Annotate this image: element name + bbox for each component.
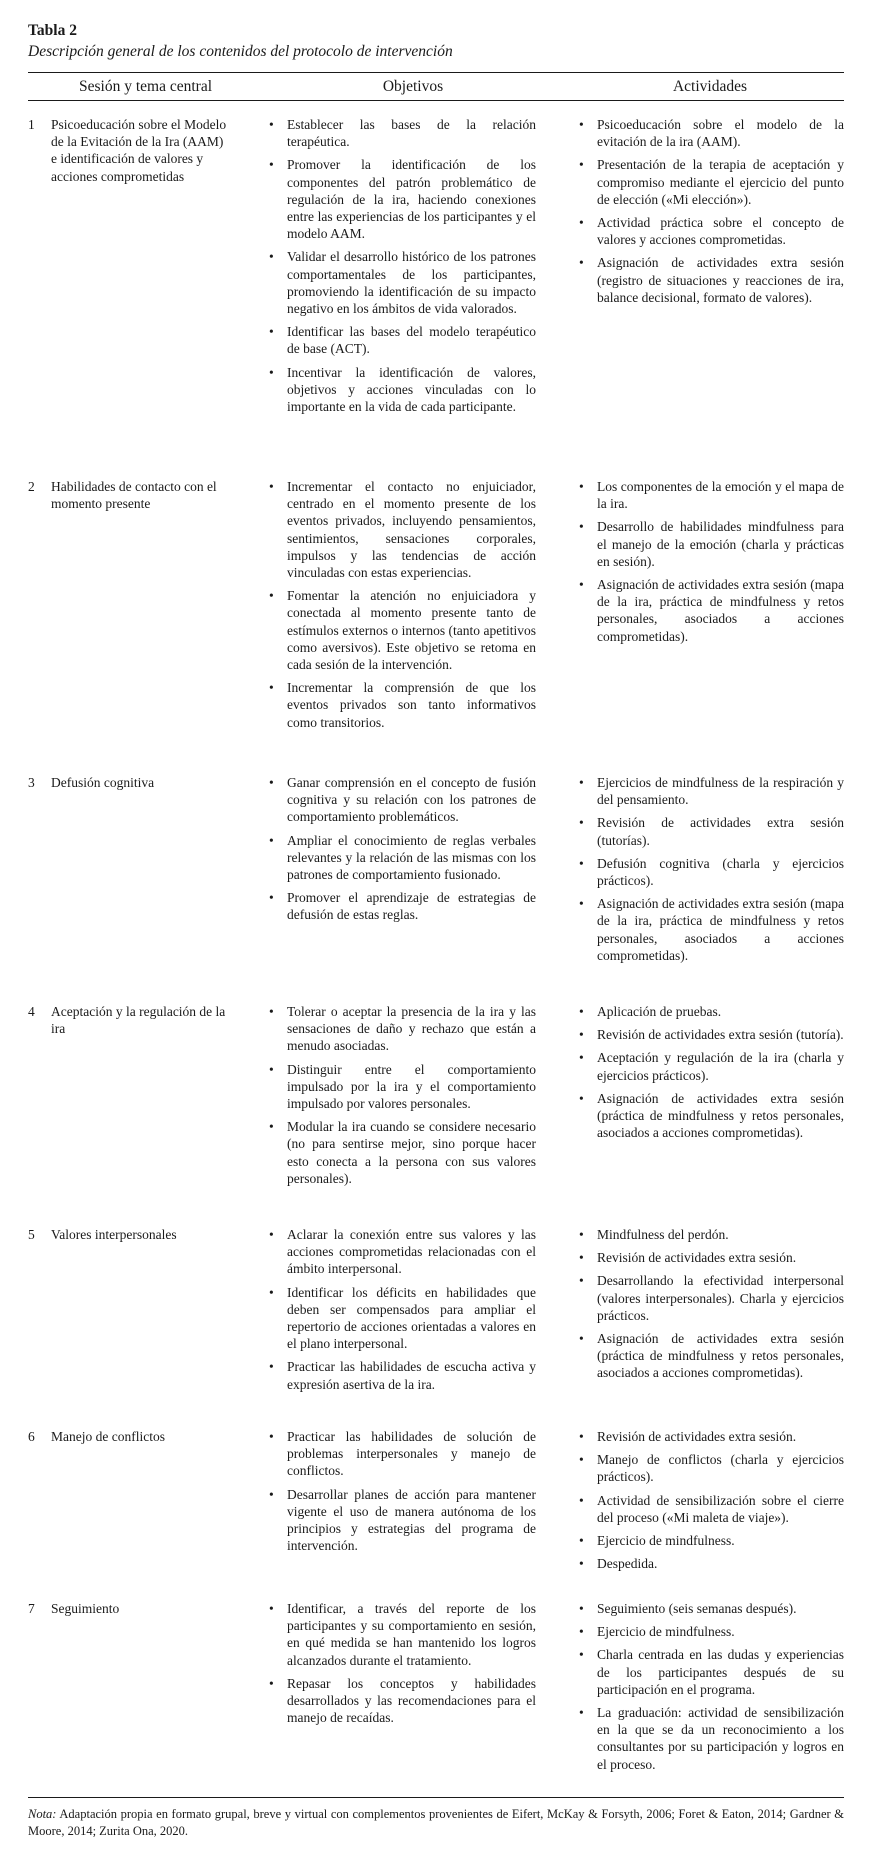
header-session: Sesión y tema central bbox=[79, 78, 212, 95]
objective-item: • Distinguir entre el comportamiento impulsado por la ira y el comportamiento impulsado por valores personales. bbox=[268, 1061, 536, 1113]
session-title: Manejo de conflictos bbox=[51, 1429, 165, 1444]
objectives-list bbox=[268, 478, 536, 737]
objective-item: • Validar el desarrollo histórico de los patrones comportamentales de los participantes, promoviendo la identificación de su impacto negativo en los ámbitos de vida valorados. bbox=[268, 248, 536, 317]
objectives-list bbox=[268, 1003, 536, 1193]
session-number: 4 bbox=[28, 1004, 35, 1019]
activity-item: • Revisión de actividades extra sesión. bbox=[578, 1249, 844, 1266]
session-title: Psicoeducación sobre el Modelo de la Evitación de la Ira (AAM) e identificación de valores y acciones comprometidas bbox=[51, 117, 227, 184]
objective-item: • Incrementar el contacto no enjuiciador, centrado en el momento presente de los eventos privados, incluyendo pensamientos, sentimientos, sensaciones corporales, impulsos y las tendencias de acción vinculadas con estas experiencias. bbox=[268, 478, 536, 581]
activity-item: • La graduación: actividad de sensibilización en la que se da un reconocimiento a los consultantes por su participación y logros en el proceso. bbox=[578, 1704, 844, 1773]
objective-item: • Repasar los conceptos y habilidades desarrollados y las recomendaciones para el manejo de recaídas. bbox=[268, 1675, 536, 1727]
activity-item: • Los componentes de la emoción y el mapa de la ira. bbox=[578, 478, 844, 512]
activities-list bbox=[578, 774, 844, 970]
table-note bbox=[28, 1806, 844, 1840]
table-header-rule bbox=[28, 100, 844, 101]
activity-item: • Despedida. bbox=[578, 1555, 844, 1572]
objective-item: • Incentivar la identificación de valores, objetivos y acciones vinculadas con lo importante en la vida de cada participante. bbox=[268, 364, 536, 416]
activity-item: • Seguimiento (seis semanas después). bbox=[578, 1600, 844, 1617]
objectives-list bbox=[268, 1428, 536, 1560]
activity-item: • Ejercicio de mindfulness. bbox=[578, 1532, 844, 1549]
table-caption: Descripción general de los contenidos del protocolo de intervención bbox=[28, 43, 453, 60]
objective-item: • Incrementar la comprensión de que los eventos privados son tanto informativos como transitorios. bbox=[268, 679, 536, 731]
objective-item: • Ganar comprensión en el concepto de fusión cognitiva y su relación con los patrones de comportamiento problemáticos. bbox=[268, 774, 536, 826]
activity-item: • Asignación de actividades extra sesión (mapa de la ira, práctica de mindfulness y retos personales, asociados a acciones comprometidas). bbox=[578, 576, 844, 645]
session-number: 5 bbox=[28, 1227, 35, 1242]
session-title: Defusión cognitiva bbox=[51, 775, 155, 790]
objective-item: • Promover la identificación de los componentes del patrón problemático de regulación de la ira, haciendo conexiones entre las experiencias de los participantes y el modelo AAM. bbox=[268, 156, 536, 242]
objectives-list bbox=[268, 1600, 536, 1732]
activity-item: • Asignación de actividades extra sesión (registro de situaciones y reacciones de ira, balance decisional, formato de valores). bbox=[578, 254, 844, 306]
objective-item: • Modular la ira cuando se considere necesario (no para sentirse mejor, sino porque hacer esto conecta a la persona con sus valores personales). bbox=[268, 1118, 536, 1187]
note-label: Nota: bbox=[28, 1807, 57, 1821]
session-title: Aceptación y la regulación de la ira bbox=[51, 1004, 226, 1037]
activity-item: • Charla centrada en las dudas y experiencias de los participantes después de su participación en el programa. bbox=[578, 1646, 844, 1698]
session-number: 6 bbox=[28, 1429, 35, 1444]
objective-item: • Identificar los déficits en habilidades que deben ser compensados para ampliar el repertorio de acciones orientadas a valores en el plano interpersonal. bbox=[268, 1284, 536, 1353]
objective-item: • Establecer las bases de la relación terapéutica. bbox=[268, 116, 536, 150]
activity-item: • Actividad de sensibilización sobre el cierre del proceso («Mi maleta de viaje»). bbox=[578, 1492, 844, 1526]
session-number: 2 bbox=[28, 479, 35, 494]
objective-item: • Tolerar o aceptar la presencia de la ira y las sensaciones de daño y rechazo que están a menudo asociadas. bbox=[268, 1003, 536, 1055]
activity-item: • Aplicación de pruebas. bbox=[578, 1003, 844, 1020]
header-activities: Actividades bbox=[672, 78, 748, 95]
activity-item: • Manejo de conflictos (charla y ejercicios prácticos). bbox=[578, 1451, 844, 1485]
activity-item: • Actividad práctica sobre el concepto de valores y acciones comprometidas. bbox=[578, 214, 844, 248]
activity-item: • Presentación de la terapia de aceptación y compromiso mediante el ejercicio del punto de elección («Mi elección»). bbox=[578, 156, 844, 208]
objectives-list bbox=[268, 774, 536, 930]
session-title: Valores interpersonales bbox=[51, 1227, 177, 1242]
objectives-list bbox=[268, 1226, 536, 1399]
activities-list bbox=[578, 1226, 844, 1388]
session-title: Seguimiento bbox=[51, 1601, 120, 1616]
activities-list bbox=[578, 1428, 844, 1578]
objective-item: • Practicar las habilidades de solución de problemas interpersonales y manejo de conflictos. bbox=[268, 1428, 536, 1480]
session-number: 3 bbox=[28, 775, 35, 790]
objective-item: • Promover el aprendizaje de estrategias de defusión de estas reglas. bbox=[268, 889, 536, 923]
objective-item: • Desarrollar planes de acción para mantener vigente el uso de manera autónoma de los principios y estrategias del programa de intervención. bbox=[268, 1486, 536, 1555]
activity-item: • Desarrollo de habilidades mindfulness para el manejo de la emoción (charla y prácticas en sesión). bbox=[578, 518, 844, 570]
objective-item: • Aclarar la conexión entre sus valores y las acciones comprometidas relacionadas con el ámbito interpersonal. bbox=[268, 1226, 536, 1278]
activities-list bbox=[578, 478, 844, 651]
activities-list bbox=[578, 116, 844, 312]
note-text: Adaptación propia en formato grupal, breve y virtual con complementos provenientes de Eifert, McKay & Forsyth, 2006; Foret & Eaton, 2014; Gardner & Moore, 2014; Zurita Ona, 2020. bbox=[28, 1807, 845, 1838]
table-label: Tabla 2 bbox=[28, 22, 77, 39]
activity-item: • Asignación de actividades extra sesión (práctica de mindfulness y retos personales, asociados a acciones comprometidas). bbox=[578, 1330, 844, 1382]
activities-list bbox=[578, 1003, 844, 1147]
activity-item: • Revisión de actividades extra sesión. bbox=[578, 1428, 844, 1445]
objectives-list bbox=[268, 116, 536, 421]
table-top-rule bbox=[28, 72, 844, 73]
activity-item: • Revisión de actividades extra sesión (tutoría). bbox=[578, 1026, 844, 1043]
session-number: 7 bbox=[28, 1601, 35, 1616]
activities-list bbox=[578, 1600, 844, 1779]
activity-item: • Asignación de actividades extra sesión (mapa de la ira, práctica de mindfulness y retos personales, asociados a acciones comprometidas). bbox=[578, 895, 844, 964]
activity-item: • Ejercicios de mindfulness de la respiración y del pensamiento. bbox=[578, 774, 844, 808]
objective-item: • Practicar las habilidades de escucha activa y expresión asertiva de la ira. bbox=[268, 1358, 536, 1392]
activity-item: • Ejercicio de mindfulness. bbox=[578, 1623, 844, 1640]
activity-item: • Asignación de actividades extra sesión (práctica de mindfulness y retos personales, asociados a acciones comprometidas). bbox=[578, 1090, 844, 1142]
objective-item: • Fomentar la atención no enjuiciadora y conectada al momento presente tanto de estímulos externos o internos (tanto apetitivos como aversivos). Este objetivo se retoma en cada sesión de la intervención. bbox=[268, 587, 536, 673]
activity-item: • Desarrollando la efectividad interpersonal (valores interpersonales). Charla y ejercicios prácticos. bbox=[578, 1272, 844, 1324]
objective-item: • Identificar las bases del modelo terapéutico de base (ACT). bbox=[268, 323, 536, 357]
objective-item: • Ampliar el conocimiento de reglas verbales relevantes y la relación de las mismas con los patrones de comportamiento fusionado. bbox=[268, 832, 536, 884]
session-title: Habilidades de contacto con el momento presente bbox=[51, 479, 217, 512]
activity-item: • Revisión de actividades extra sesión (tutorías). bbox=[578, 814, 844, 848]
table-bottom-rule bbox=[28, 1797, 844, 1798]
activity-item: • Mindfulness del perdón. bbox=[578, 1226, 844, 1243]
activity-item: • Aceptación y regulación de la ira (charla y ejercicios prácticos). bbox=[578, 1049, 844, 1083]
activity-item: • Defusión cognitiva (charla y ejercicios prácticos). bbox=[578, 855, 844, 889]
header-objectives: Objetivos bbox=[382, 78, 444, 95]
objective-item: • Identificar, a través del reporte de los participantes y su comportamiento en sesión, en qué medida se han mantenido los logros alcanzados durante el tratamiento. bbox=[268, 1600, 536, 1669]
activity-item: • Psicoeducación sobre el modelo de la evitación de la ira (AAM). bbox=[578, 116, 844, 150]
session-number: 1 bbox=[28, 117, 35, 132]
